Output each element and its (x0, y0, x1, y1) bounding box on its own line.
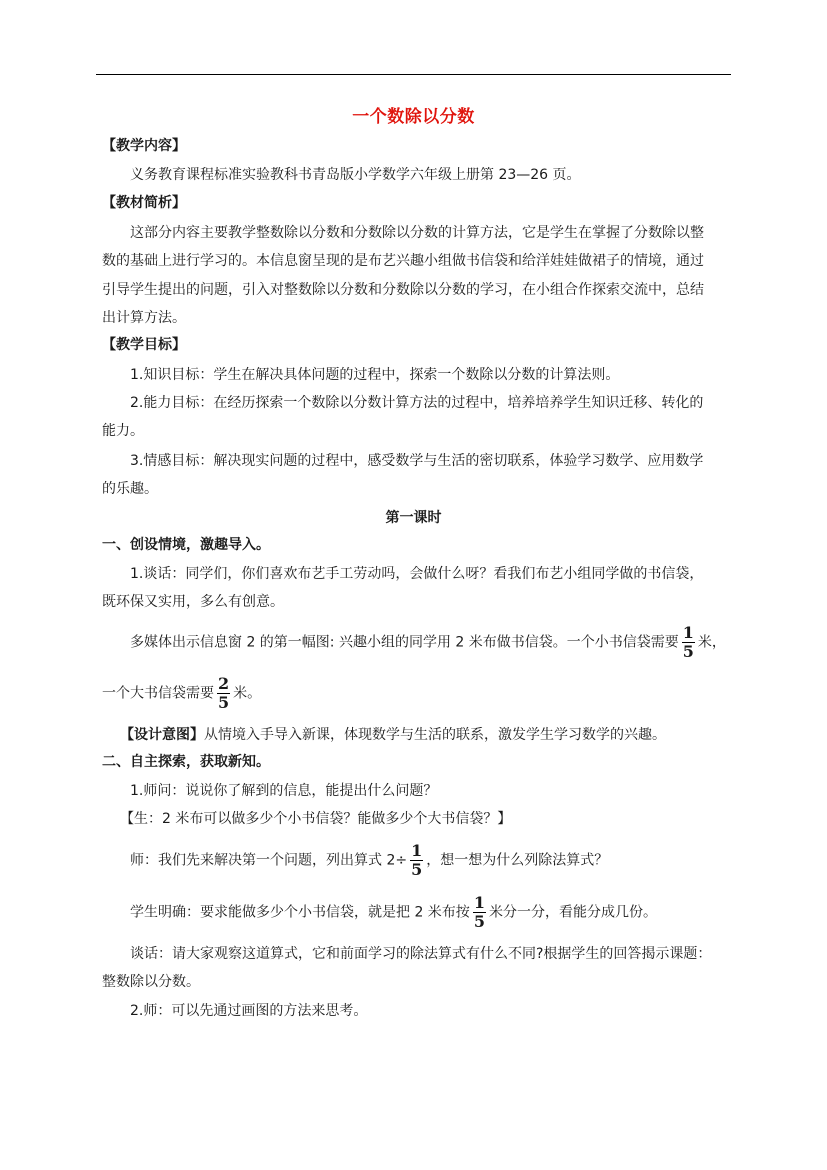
talk2-line2: 整数除以分数。 (102, 974, 200, 990)
analysis-line: 数的基础上进行学习的。本信息窗呈现的是布艺兴趣小组做书信袋和给洋娃娃做裙子的情境，通过 (102, 253, 704, 269)
question-1: 1.师问：说说你了解到的信息，能提出什么问题？ (130, 783, 438, 799)
fraction-one-fifth (682, 624, 695, 661)
media-text: 多媒体出示信息窗 2 的第一幅图: 兴趣小组的同学用 2 米布做书信袋。一个小书信袋需要 (130, 634, 679, 651)
fraction-two-fifths (217, 675, 230, 712)
fraction-numerator: 2 (218, 674, 230, 693)
analysis-line: 出计算方法。 (102, 310, 186, 326)
fraction-numerator: 1 (473, 893, 485, 912)
goals-heading: 【教学目标】 (102, 337, 186, 353)
fraction-denominator: 5 (682, 642, 694, 661)
lesson-title: 第一课时 (385, 510, 442, 526)
fraction-one-fifth (473, 894, 486, 931)
media-line2 (102, 675, 261, 712)
teacher-text: 师：我们先来解决第一个问题，列出算式 2÷ (130, 852, 408, 869)
analysis-line: 这部分内容主要教学整数除以分数和分数除以分数的计算方法，它是学生在掌握了分数除以整 (130, 225, 704, 241)
fraction-one-fifth (410, 842, 423, 879)
teacher-text-end: ，想一想为什么列除法算式？ (426, 852, 609, 869)
goal-ability-line2: 能力。 (102, 423, 144, 439)
fraction-numerator: 1 (682, 623, 694, 642)
talk1-line1: 1.谈话：同学们，你们喜欢布艺手工劳动吗，会做什么呀？看我们布艺小组同学做的书信袋， (130, 566, 704, 582)
part1-heading: 一、创设情境，激趣导入。 (102, 537, 270, 553)
content-heading: 【教学内容】 (102, 138, 186, 154)
talk1-line2: 既环保又实用，多么有创意。 (102, 594, 284, 610)
student-text-end: 米分一分，看能分成几份。 (488, 904, 657, 921)
fraction-numerator: 1 (411, 841, 423, 860)
goal-emotion-line2: 的乐趣。 (102, 481, 158, 497)
header-rule (96, 74, 731, 75)
goal-ability-line1: 2.能力目标：在经历探索一个数除以分数计算方法的过程中，培养培养学生知识迁移、转化的 (130, 395, 704, 411)
media-line1 (130, 624, 726, 661)
teacher-line (130, 842, 608, 879)
student-answer: 【生：2 米布可以做多少个小书信袋？能做多少个大书信袋？】 (120, 811, 512, 827)
goal-knowledge: 1.知识目标：学生在解决具体问题的过程中，探索一个数除以分数的计算法则。 (130, 367, 620, 383)
step-2: 2.师：可以先通过画图的方法来思考。 (130, 1003, 368, 1019)
student-line (130, 894, 657, 931)
fraction-denominator: 5 (473, 912, 485, 931)
fraction-denominator: 5 (411, 860, 423, 879)
page-title: 一个数除以分数 (352, 107, 475, 127)
design-heading: 【设计意图】 (120, 727, 204, 743)
media-text-end: 米。 (233, 685, 262, 702)
content-text: 义务教育课程标准实验教科书青岛版小学数学六年级上册第 23—26 页。 (130, 167, 581, 183)
design-text: 从情境入手导入新课，体现数学与生活的联系，激发学生学习数学的兴趣。 (204, 727, 666, 743)
analysis-heading: 【教材简析】 (102, 195, 186, 211)
talk2-line1: 谈话：请大家观察这道算式，它和前面学习的除法算式有什么不同?根据学生的回答揭示课题： (130, 946, 712, 962)
student-text: 学生明确：要求能做多少个小书信袋，就是把 2 米布按 (130, 904, 470, 921)
media-text: 一个大书信袋需要 (102, 685, 214, 702)
part2-heading: 二、自主探索，获取新知。 (102, 754, 270, 770)
goal-emotion-line1: 3.情感目标：解决现实问题的过程中，感受数学与生活的密切联系，体验学习数学、应用数学 (130, 453, 704, 469)
design-intent (120, 725, 666, 745)
fraction-denominator: 5 (218, 693, 230, 712)
analysis-line: 引导学生提出的问题，引入对整数除以分数和分数除以分数的学习，在小组合作探索交流中，总结 (102, 282, 704, 298)
media-text-end: 米， (697, 634, 726, 651)
